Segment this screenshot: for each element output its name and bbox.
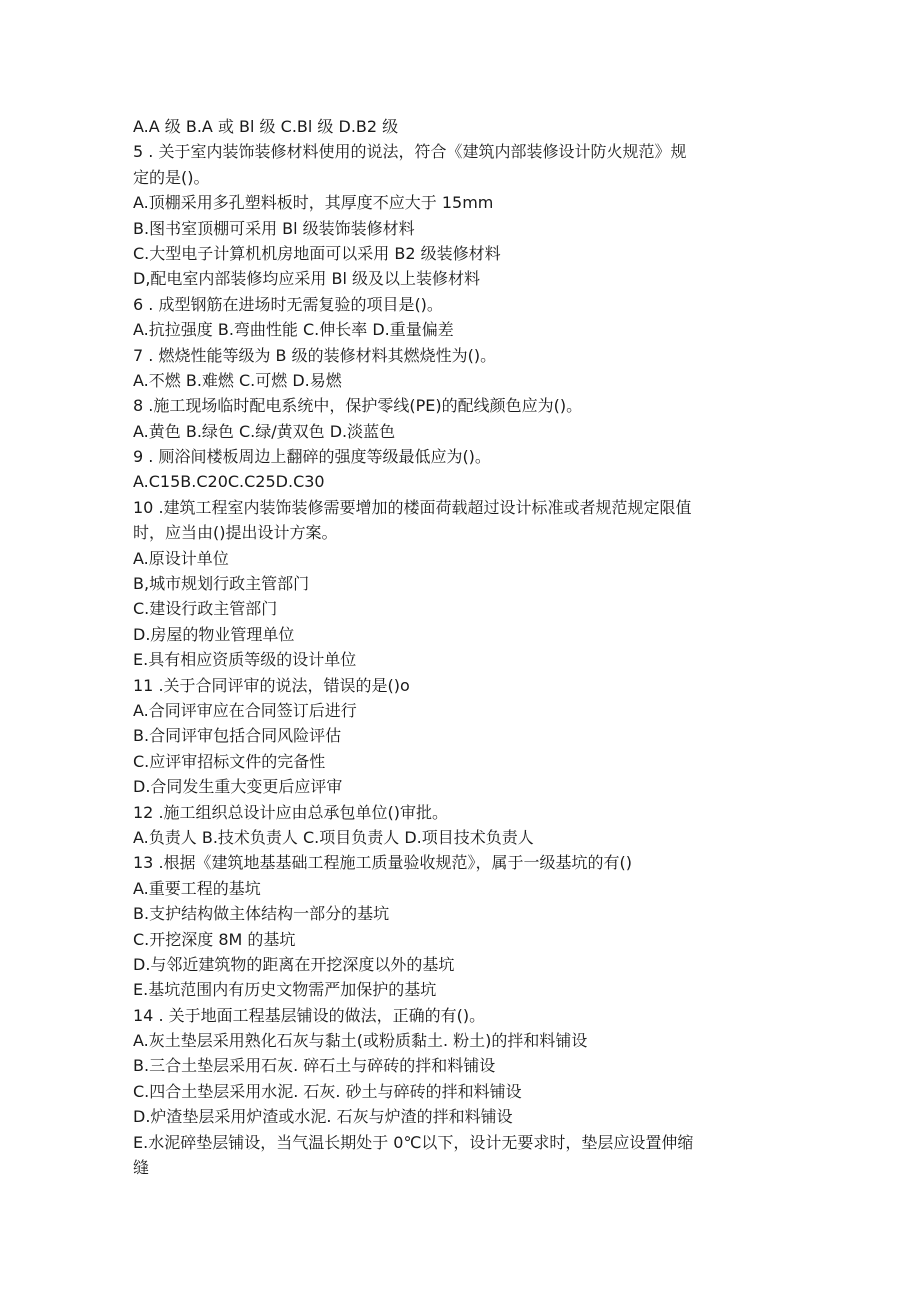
- option-a: A.灰土垫层采用熟化石灰与黏土(或粉质黏土. 粉土)的拌和料铺设: [133, 1031, 588, 1051]
- option-d: D.合同发生重大变更后应评审: [133, 777, 343, 797]
- option-e: E.具有相应资质等级的设计单位: [133, 650, 357, 670]
- question-9-options: A.C15B.C20C.C25D.C30: [133, 472, 325, 492]
- option-c: C.开挖深度 8M 的基坑: [133, 929, 296, 949]
- question-8-options: A.黄色 B.绿色 C.绿/黄双色 D.淡蓝色: [133, 421, 396, 441]
- question-10-stem-cont: 时，应当由()提出设计方案。: [133, 523, 338, 543]
- option-c: C.大型电子计算机机房地面可以采用 B2 级装修材料: [133, 243, 501, 263]
- option-c: C.应评审招标文件的完备性: [133, 751, 326, 771]
- option-a: A.顶棚采用多孔塑料板时，其厚度不应大于 15mm: [133, 193, 494, 213]
- question-10-stem: 10 .建筑工程室内装饰装修需要增加的楼面荷载超过设计标准或者规范规定限值: [133, 497, 692, 517]
- option-b: B.图书室顶棚可采用 Bl 级装饰装修材料: [133, 218, 415, 238]
- question-14-stem: 14 . 关于地面工程基层铺设的做法，正确的有()。: [133, 1005, 486, 1025]
- option-b: B,城市规划行政主管部门: [133, 574, 310, 594]
- question-6-stem: 6 . 成型钢筋在进场时无需复验的项目是()。: [133, 294, 443, 314]
- option-a: A.合同评审应在合同签订后进行: [133, 700, 357, 720]
- question-12-stem: 12 .施工组织总设计应由总承包单位()审批。: [133, 802, 449, 822]
- question-12-options: A.负责人 B.技术负责人 C.项目负责人 D.项目技术负责人: [133, 827, 534, 847]
- question-6-options: A.抗拉强度 B.弯曲性能 C.伸长率 D.重量偏差: [133, 320, 454, 340]
- option-e-cont: 缝: [133, 1158, 150, 1178]
- text-line: A.A 级 B.A 或 Bl 级 C.Bl 级 D.B2 级: [133, 117, 399, 136]
- question-5-stem: 5 . 关于室内装饰装修材料使用的说法，符合《建筑内部装修设计防火规范》规: [133, 142, 687, 162]
- option-a: A.重要工程的基坑: [133, 878, 261, 898]
- question-9-stem: 9 . 厕浴间楼板周边上翻碎的强度等级最低应为()。: [133, 447, 491, 467]
- option-b: B.三合土垫层采用石灰. 碎石土与碎砖的拌和料铺设: [133, 1056, 496, 1076]
- option-b: B.合同评审包括合同风险评估: [133, 726, 342, 746]
- option-c: C.四合土垫层采用水泥. 石灰. 砂土与碎砖的拌和料铺设: [133, 1081, 522, 1101]
- option-e: E.水泥碎垫层铺设，当气温长期处于 0℃以下，设计无要求时，垫层应设置伸缩: [133, 1132, 694, 1152]
- document-text: [133, 114, 793, 1180]
- option-d: D.房屋的物业管理单位: [133, 624, 295, 644]
- question-5-stem-cont: 定的是()。: [133, 167, 210, 187]
- option-b: B.支护结构做主体结构一部分的基坑: [133, 904, 390, 924]
- question-8-stem: 8 .施工现场临时配电系统中，保护零线(PE)的配线颜色应为()。: [133, 396, 583, 416]
- question-13-stem: 13 .根据《建筑地基基础工程施工质量验收规范》，属于一级基坑的有(): [133, 853, 633, 873]
- question-7-options: A.不燃 B.难燃 C.可燃 D.易燃: [133, 370, 342, 390]
- option-d: D.炉渣垫层采用炉渣或水泥. 石灰与炉渣的拌和料铺设: [133, 1107, 513, 1127]
- option-c: C.建设行政主管部门: [133, 599, 278, 619]
- option-d: D.与邻近建筑物的距离在开挖深度以外的基坑: [133, 954, 455, 974]
- question-11-stem: 11 .关于合同评审的说法，错误的是()o: [133, 675, 410, 695]
- option-d: D,配电室内部装修均应采用 Bl 级及以上装修材料: [133, 269, 481, 289]
- option-e: E.基坑范围内有历史文物需严加保护的基坑: [133, 980, 437, 1000]
- question-7-stem: 7 . 燃烧性能等级为 B 级的装修材料其燃烧性为()。: [133, 345, 497, 365]
- option-a: A.原设计单位: [133, 548, 229, 568]
